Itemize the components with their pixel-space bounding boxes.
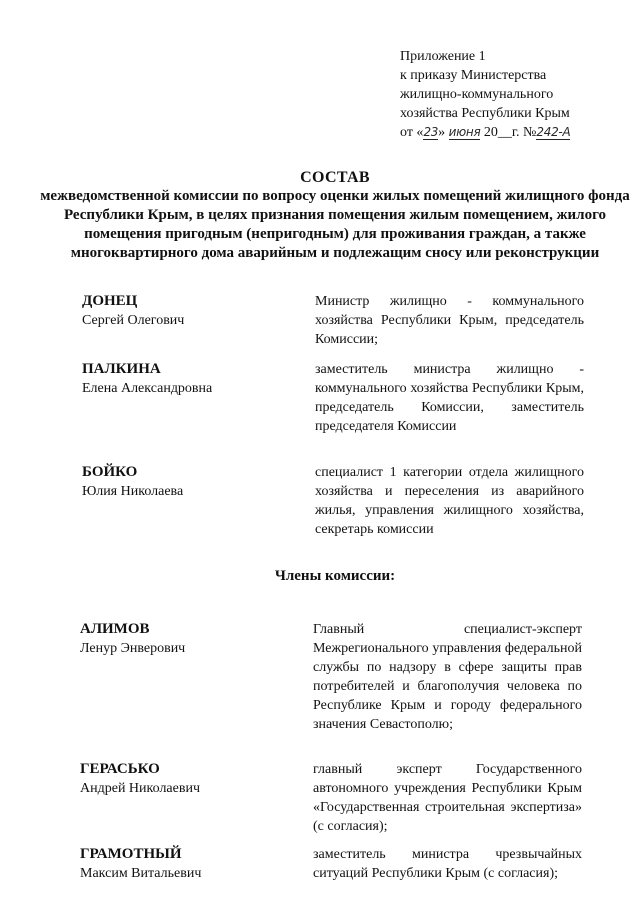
person-block [80,845,290,883]
document-subtitle: межведомственной комиссии по вопросу оценки жилых помещений жилищного фонда Республики Крым, в целях признания помещения жилым помещением, жилого помещения пригодным (непригодным) для проживания граждан, а также многоквартирного дома аварийным и подлежащим сносу или реконструкции [40,188,630,261]
person-role: заместитель министра жилищно - коммунального хозяйства Республики Крым, председатель Комиссии, заместитель председателя Комиссии [315,362,584,434]
person-role: заместитель министра чрезвычайных ситуаций Республики Крым (с согласия); [313,847,582,881]
person-surname: ГЕРАСЬКО [80,761,160,777]
person-block [80,760,290,798]
date-day-handwritten: 23 [423,125,439,139]
person-surname: АЛИМОВ [80,621,150,637]
person-surname: БОЙКО [82,464,138,480]
members-heading: Члены комиссии: [274,568,396,584]
person-block [80,620,290,658]
appendix-line-3: жилищно-коммунального [400,87,554,102]
document-title-block [40,168,630,263]
person-given-name: Андрей Николаевич [80,781,200,796]
date-year: 20__г. № [480,125,537,140]
person-surname: ГРАМОТНЫЙ [80,846,182,862]
person-given-name: Юлия Николаева [82,484,184,499]
person-block [82,360,292,398]
person-given-name: Ленур Энверович [80,641,186,656]
document-heading: СОСТАВ [300,169,370,186]
person-given-name: Елена Александровна [82,381,213,396]
person-surname: ДОНЕЦ [82,293,138,309]
person-role: Министр жилищно - коммунального хозяйства Республики Крым, председатель Комиссии; [315,294,584,347]
date-mid: » [438,125,449,140]
order-number-handwritten: 242-А [536,125,571,139]
person-role: специалист 1 категории отдела жилищного хозяйства и переселения из аварийного жилья, управления жилищного хозяйства, секретарь комиссии [315,465,584,537]
date-prefix: от « [400,125,424,140]
person-role: Главный специалист-эксперт Межрегионального управления федеральной службы по надзору в сфере защиты прав потребителей и благополучия человека по Республике Крым и городу федерального значения Севастополю; [313,622,582,732]
appendix-line-1: Приложение 1 [400,49,486,64]
person-role: главный эксперт Государственного автономного учреждения Республики Крым «Государственная строительная экспертиза» (с согласия); [313,762,582,834]
appendix-block [400,47,630,142]
person-block [82,463,292,501]
appendix-date-line [400,123,630,142]
date-month-handwritten: июня [448,125,481,139]
appendix-line-4: хозяйства Республики Крым [400,106,570,121]
person-surname: ПАЛКИНА [82,361,161,377]
appendix-line-2: к приказу Министерства [400,68,547,83]
person-block [82,292,292,330]
person-given-name: Сергей Олегович [82,313,185,328]
person-given-name: Максим Витальевич [80,866,202,881]
